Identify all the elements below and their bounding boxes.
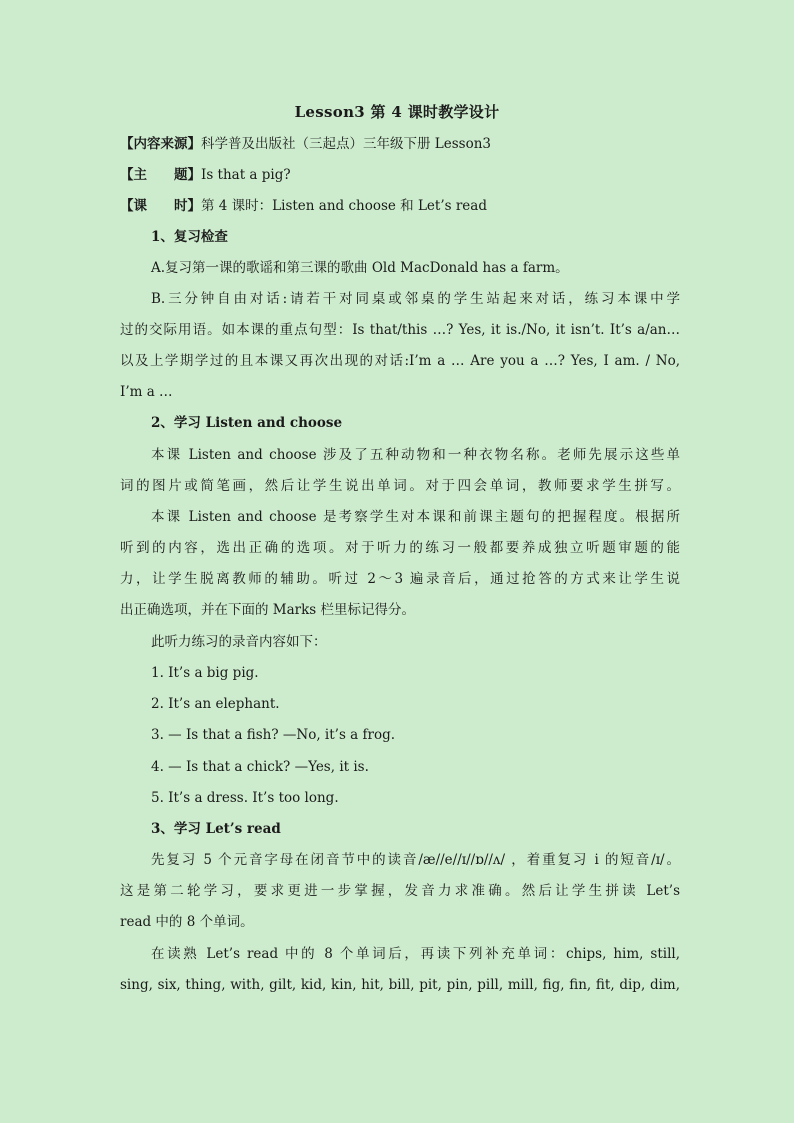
section-2-para3: 此听力练习的录音内容如下： (151, 634, 327, 650)
section-2-para2-line3: 力，让学生脱离教师的辅助。听过 2～3 遍录音后，通过抢答的方式来让学生说 (120, 571, 680, 587)
section-1-item-a: A.复习第一课的歌谣和第三课的歌曲 Old MacDonald has a farm。 (151, 260, 569, 276)
section-3-para1-line2: 这是第二轮学习，要求更进一步掌握，发音力求准确。然后让学生拼读 Let’s (120, 883, 680, 899)
section-1-item-b-line1: B.三分钟自由对话:请若干对同桌或邻桌的学生站起来对话，练习本课中学 (151, 291, 680, 307)
meta-source-value: 科学普及出版社（三起点）三年级下册 Lesson3 (201, 136, 492, 152)
section-2-para1-line1: 本课 Listen and choose 涉及了五种动物和一种衣物名称。老师先展示这些单 (151, 447, 680, 463)
section-3-heading: 3、学习 Let’s read (151, 821, 281, 837)
section-2-para1-line2: 词的图片或简笔画，然后让学生说出单词。对于四会单词，教师要求学生拼写。 (120, 478, 680, 494)
meta-source-key: 【内容来源】 (120, 136, 201, 152)
meta-topic (120, 165, 680, 185)
section-3-para2-line2: sing, six, thing, with, gilt, kid, kin, hit, bill, pit, pin, pill, mill, fig, fin, fit, dip, dim, (120, 977, 680, 993)
meta-source (120, 134, 680, 154)
listening-item-1: 1. It’s a big pig. (151, 665, 259, 681)
section-1-item-b-line2: 过的交际用语。如本课的重点句型：Is that/this …? Yes, it is./No, it isn’t. It’s a/an… (120, 322, 680, 338)
section-2-para2-line2: 听到的内容，选出正确的选项。对于听力的练习一般都要养成独立听题审题的能 (120, 540, 680, 556)
meta-topic-value: Is that a pig? (201, 167, 291, 183)
meta-period (120, 196, 680, 216)
section-2-para2-line4: 出正确选项，并在下面的 Marks 栏里标记得分。 (120, 602, 416, 618)
listening-item-3: 3. — Is that a fish? —No, it’s a frog. (151, 727, 396, 743)
meta-period-value: 第 4 课时：Listen and choose 和 Let’s read (201, 198, 487, 214)
section-1-item-b-line4: I’m a … (120, 384, 173, 400)
listening-item-2: 2. It’s an elephant. (151, 696, 280, 712)
section-2-para2-line1: 本课 Listen and choose 是考察学生对本课和前课主题句的把握程度。根据所 (151, 509, 680, 525)
section-1-heading: 1、复习检查 (151, 229, 228, 245)
section-3-para1-line3: read 中的 8 个单词。 (120, 914, 254, 930)
meta-period-key: 【课 时】 (120, 198, 201, 214)
section-2-heading: 2、学习 Listen and choose (151, 415, 343, 431)
listening-item-4: 4. — Is that a chick? —Yes, it is. (151, 759, 369, 775)
section-1-item-b-line3: 以及上学期学过的且本课又再次出现的对话:I’m a … Are you a …? Yes, I am. / No, (120, 353, 680, 369)
listening-item-5: 5. It’s a dress. It’s too long. (151, 790, 339, 806)
document-title: Lesson3 第 4 课时教学设计 (294, 103, 500, 121)
meta-topic-key: 【主 题】 (120, 167, 201, 183)
section-3-para2-line1: 在读熟 Let’s read 中的 8 个单词后，再读下列补充单词：chips, him, still, (151, 946, 680, 962)
section-3-para1-line1: 先复习 5 个元音字母在闭音节中的读音/æ//e//ɪ//ɒ//ʌ/ ，着重复习 i 的短音/ɪ/。 (151, 852, 680, 868)
